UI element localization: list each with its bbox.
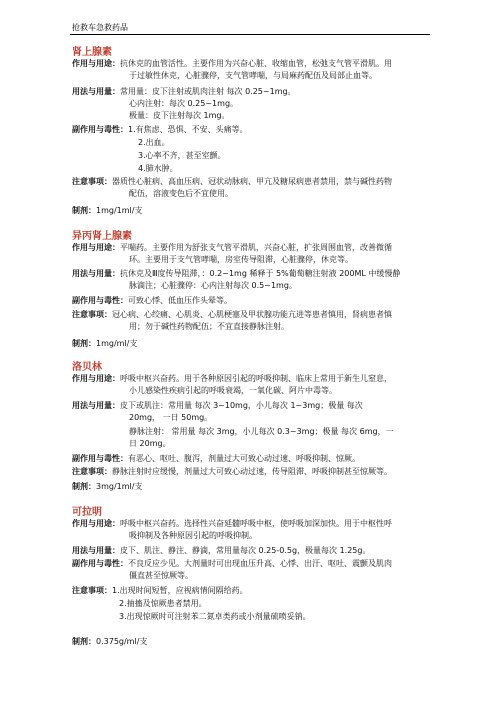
drug-line: 环。主要用于支气管哮喘，房室传导阻滞，心脏骤停，休克等。 <box>129 255 353 264</box>
drug-line: 副作用与毒性：有恶心、呕吐、腹泻，剂量过大可致心动过速、呼吸抑制、惊厥。 <box>72 454 360 463</box>
drug-line: 制剂：1mg/1ml/支 <box>72 206 143 215</box>
drug-line: 用法与用量：皮下、肌注、静注、静滴，常用量每次 0.25-0.5g，极量每次 1.25g。 <box>72 546 371 555</box>
drug-line: 用法与用量：皮下或肌注：常用量 每次 3~10mg，小儿每次 1~3mg；极量 每次 <box>72 401 363 410</box>
drug-line: 注意事项：冠心病、心绞痛、心肌炎、心肌梗塞及甲状腺功能亢进等患者慎用，肾病患者慎 <box>72 310 392 319</box>
drug-title: 肾上腺素 <box>72 47 112 58</box>
drug-line: 僵直甚至惊厥等。 <box>129 571 193 580</box>
drug-line: 日 20mg。 <box>129 439 171 448</box>
drug-line: 配伍，溶液变色后不宜使用。 <box>129 189 233 198</box>
drug-line: 4.肺水肿。 <box>138 164 178 173</box>
drug-line: 副作用与毒性：1.有焦虑、恐惧、不安、头痛等。 <box>72 125 248 134</box>
drug-line: 20mg， 一日 50mg。 <box>129 413 213 422</box>
drug-line: 作用与用途：呼吸中枢兴奋药。选择性兴奋延髓呼吸中枢，使呼吸加深加快。用于中枢性呼 <box>72 519 392 528</box>
drug-line: 注意事项：静脉注射时应缓慢，剂量过大可致心动过速，传导阻滞、呼吸抑制甚至惊厥等。 <box>72 467 392 476</box>
drug-line: 3.出现惊厥时可注射苯二氮卓类药或小剂量硫喷妥钠。 <box>119 612 311 621</box>
drug-line: 注意事项：器质性心脏病、高血压病、冠状动脉病、甲亢及糖尿病患者禁用，禁与碱性药物 <box>72 177 392 186</box>
drug-line: 3.心率不齐，甚至室颤。 <box>138 151 226 160</box>
drug-line: 脉滴注；心脏骤停：心内注射每次 0.5~1mg。 <box>129 281 297 290</box>
drug-line: 2.出血。 <box>138 138 170 147</box>
page-header: 抢救车急救药品 <box>72 23 128 32</box>
drug-line: 副作用与毒性：可致心悸、低血压作头晕等。 <box>72 296 232 305</box>
drug-title: 洛贝林 <box>72 362 102 373</box>
drug-title: 可拉明 <box>72 507 102 518</box>
drug-line: 作用与用途：抗休克的血管活性。主要作用为兴奋心脏、收缩血管，松弛支气管平滑肌。用 <box>72 59 392 68</box>
drug-line: 注意事项：1.出现时间短暂，应视病情间隔给药。 <box>72 586 248 595</box>
drug-line: 于过敏性休克，心脏骤停，支气管哮喘，与局麻药配伍及局部止血等。 <box>129 71 377 80</box>
drug-line: 制剂：0.375g/ml/支 <box>72 637 148 646</box>
drug-line: 2.抽搐及惊厥患者禁用。 <box>119 599 207 608</box>
drug-line: 用；勿于碱性药物配伍；不宜直接静脉注射。 <box>129 322 289 331</box>
drug-line: 吸抑制及各种原因引起的呼吸抑制。 <box>129 531 257 540</box>
drug-line: 制剂：3mg/1ml/支 <box>72 482 143 491</box>
drug-line: 用法与用量：抗休克及Ⅲ度传导阻滞，：0.2~1mg 稀释于 5%葡萄糖注射液 200ML 中缓慢静 <box>72 269 401 278</box>
drug-line: 副作用与毒性：不良反应少见。大剂量时可出现血压升高、心悸、出汗、呕吐、震颤及肌肉 <box>72 559 392 568</box>
drug-line: 作用与用途：呼吸中枢兴奋药。用于各种原因引起的呼吸抑制、临床上常用于新生儿窒息， <box>72 374 392 383</box>
drug-line: 小儿感染性疾病引起的呼吸衰竭，一氧化碳、阿片中毒等。 <box>129 386 337 395</box>
drug-line: 制剂：1mg/ml/支 <box>72 339 138 348</box>
drug-line: 极量：皮下注射每次 1mg。 <box>129 111 230 120</box>
drug-title: 异丙肾上腺素 <box>72 231 132 242</box>
drug-line: 作用与用途：平喘药。主要作用为舒张支气管平滑肌，兴奋心脏，扩张周围血管，改善微循 <box>72 243 392 252</box>
drug-line: 心内注射：每次 0.25~1mg。 <box>129 99 239 108</box>
drug-line: 静脉注射： 常用量 每次 3mg，小儿每次 0.3~3mg；极量 每次 6mg，一 <box>129 427 394 436</box>
drug-line: 用法与用量：常用量：皮下注射或肌肉注射 每次 0.25~1mg。 <box>72 87 296 96</box>
header-divider <box>70 34 430 35</box>
